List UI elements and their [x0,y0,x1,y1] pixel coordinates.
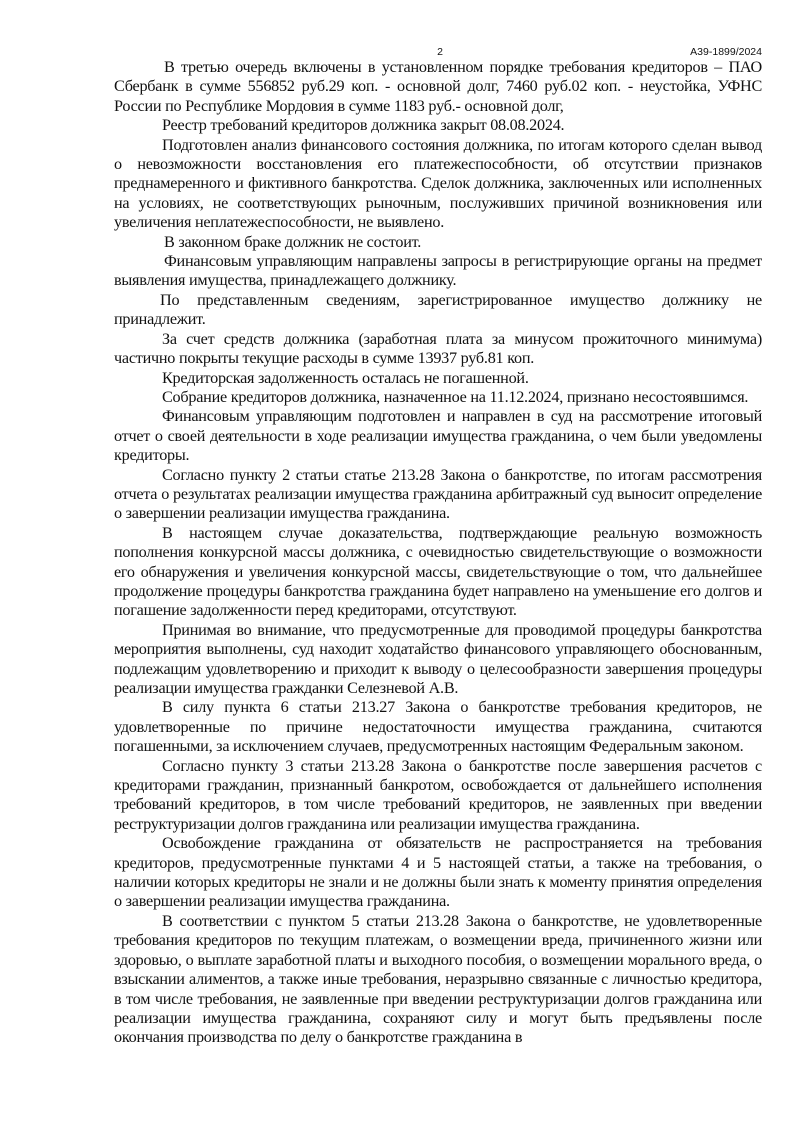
paragraph-financial-analysis: Подготовлен анализ финансового состояния должника, по итогам которого сделан вывод о невозможности восстановления его платежеспособности, об отсутствии признаков преднамеренного и фиктивного банкротства. Сделок должника, заключенных или исполненных на условиях, не соответствующих рыночным, послуживших причиной возникновения или увеличения неплатежеспособности, не выявлено. [114,135,762,232]
page-number: 2 [437,46,443,58]
paragraph-release-exceptions: Освобождение гражданина от обязательств не распространяется на требования кредиторов, предусмотренные пунктами 4 и 5 настоящей статьи, а также на требования, о наличии которых кредиторы не знали и не должны были знать к моменту принятия определения о завершении реализации имущества гражданина. [114,834,762,911]
paragraph-court-finding: Принимая во внимание, что предусмотренные для проводимой процедуры банкротства мероприятия выполнены, суд находит ходатайство финансового управляющего обоснованным, подлежащим удовлетворению и приходит к выводу о целесообразности завершения процедуры реализации имущества гражданки Селезневой А.В. [114,620,762,697]
paragraph-registry-requests: Финансовым управляющим направлены запросы в регистрирующие органы на предмет выявления имущества, принадлежащего должнику. [114,252,762,290]
case-number: А39-1899/2024 [690,46,762,58]
document-body [114,58,762,1048]
paragraph-current-expenses: За счет средств должника (заработная плата за минусом прожиточного минимума) частично покрыты текущие расходы в сумме 13937 руб.81 коп. [114,329,762,368]
paragraph-article-213-28-p5: В соответствии с пунктом 5 статьи 213.28 Закона о банкротстве, не удовлетворенные требования кредиторов по текущим платежам, о возмещении вреда, причиненного жизни или здоровью, о выплате заработной платы и выходного пособия, о возмещении морального вреда, о взыскании алиментов, а также иные требования, неразрывно связанные с личностью кредитора, в том числе требования, не заявленные при введении реструктуризации долгов гражданина или реализации имущества гражданина, сохраняют силу и могут быть предъявлены после окончания производства по делу о банкротстве гражданина в [114,911,762,1047]
paragraph-marital-status: В законном браке должник не состоит. [164,232,422,251]
paragraph-registry-closed: Реестр требований кредиторов должника закрыт 08.08.2024. [162,116,565,135]
paragraph-article-213-28-p3: Согласно пункту 3 статьи 213.28 Закона о банкротстве после завершения расчетов с кредиторами гражданин, признанный банкротом, освобождается от дальнейшего исполнения требований кредиторов, в том числе требований кредиторов, не заявленных при введении реструктуризации долгов гражданина или реализации имущества гражданина. [114,756,762,833]
paragraph-creditors-meeting: Собрание кредиторов должника, назначенное на 11.12.2024, признано несостоявшимся. [162,387,749,406]
paragraph-article-213-28-p2: Согласно пункту 2 статьи статье 213.28 Закона о банкротстве, по итогам рассмотрения отчета о результатах реализации имущества гражданина арбитражный суд выносит определение о завершении реализации имущества гражданина. [114,465,762,523]
paragraph-no-evidence: В настоящем случае доказательства, подтверждающие реальную возможность пополнения конкурсной массы должника, с очевидностью свидетельствующие о возможности его обнаружения и увеличения конкурсной массы, свидетельствующие о том, что дальнейшее продолжение процедуры банкротства гражданина будет направлено на уменьшение его долгов и погашение задолженности перед кредиторами, отсутствуют. [114,523,762,620]
paragraph-no-property: По представленным сведениям, зарегистрированное имущество должнику не принадлежит. [114,290,762,329]
paragraph-debt-unpaid: Кредиторская задолженность осталась не погашенной. [162,368,529,387]
paragraph-final-report: Финансовым управляющим подготовлен и направлен в суд на рассмотрение итоговый отчет о своей деятельности в ходе реализации имущества гражданина, о чем были уведомлены кредиторы. [114,407,762,465]
paragraph-third-priority-claims: В третью очередь включены в установленном порядке требования кредиторов – ПАО Сбербанк в сумме 556852 руб.29 коп. - основной долг, 7460 руб.02 коп. - неустойка, УФНС России по Республике Мордовия в сумме 1183 руб.- основной долг, [114,58,762,115]
paragraph-article-213-27-p6: В силу пункта 6 статьи 213.27 Закона о банкротстве требования кредиторов, не удовлетворенные по причине недостаточности имущества гражданина, считаются погашенными, за исключением случаев, предусмотренных настоящим Федеральным законом. [114,698,762,756]
